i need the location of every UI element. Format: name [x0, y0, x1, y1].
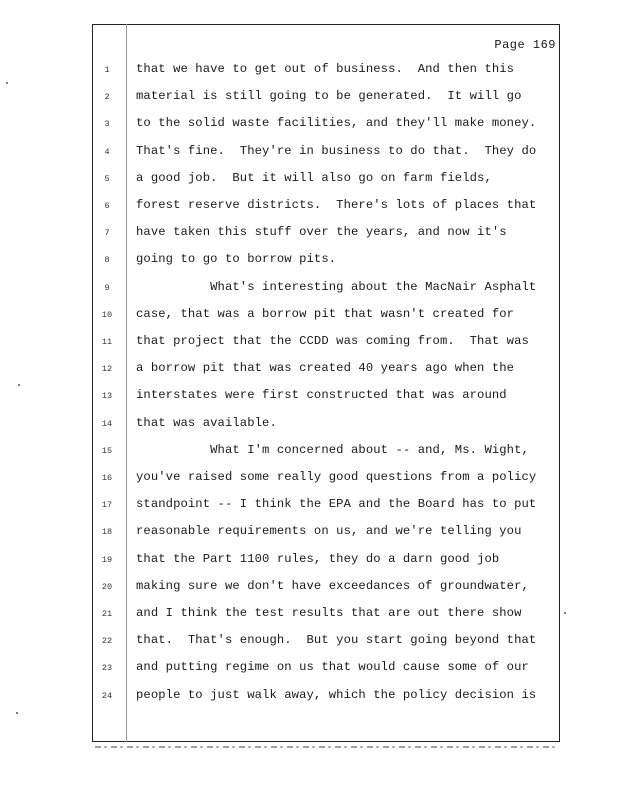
line-number: 17	[101, 500, 113, 511]
transcript-line: What I'm concerned about -- and, Ms. Wight,	[136, 442, 529, 457]
transcript-line: that. That's enough. But you start going beyond that	[136, 633, 537, 648]
line-number: 22	[101, 636, 113, 647]
transcript-line: that we have to get out of business. And then this	[136, 62, 515, 76]
line-number: 8	[104, 255, 110, 266]
page-number: Page 169	[494, 38, 556, 52]
line-number: 12	[101, 364, 113, 375]
transcript-line: and I think the test results that are out there show	[136, 606, 522, 620]
line-number: 2	[104, 92, 110, 103]
transcript-line: case, that was a borrow pit that wasn't created for	[136, 306, 515, 321]
line-number: 21	[101, 609, 113, 619]
scan-artifact-bottom	[95, 746, 558, 748]
line-number: 18	[101, 527, 113, 538]
scan-speck	[6, 82, 8, 84]
line-number: 15	[101, 445, 113, 456]
transcript-line: that project that the CCDD was coming from. That was	[136, 334, 529, 348]
transcript-line: you've raised some really good questions from a policy	[136, 470, 537, 484]
line-number: 19	[101, 554, 113, 565]
transcript-line: that the Part 1100 rules, they do a darn good job	[136, 551, 500, 566]
line-number: 16	[101, 473, 113, 483]
line-number: 10	[101, 309, 113, 320]
margin-rule	[126, 24, 127, 742]
transcript-line: and putting regime on us that would cause some of our	[136, 660, 529, 675]
line-number: 6	[104, 201, 110, 211]
transcript-line: material is still going to be generated. It will go	[136, 89, 522, 104]
line-number: 4	[104, 146, 110, 157]
line-number: 1	[104, 65, 110, 75]
transcript-line: have taken this stuff over the years, and now it's	[136, 225, 507, 240]
line-number: 5	[104, 173, 110, 184]
transcript-line: interstates were first constructed that was around	[136, 388, 507, 403]
transcript-line: making sure we don't have exceedances of groundwater,	[136, 578, 529, 593]
transcript-line: to the solid waste facilities, and they'll make money.	[136, 116, 537, 131]
transcript-line: a good job. But it will also go on farm fields,	[136, 170, 492, 185]
transcript-line: forest reserve districts. There's lots of places that	[136, 198, 537, 212]
transcript-line: reasonable requirements on us, and we're telling you	[136, 524, 522, 539]
line-number: 14	[101, 418, 113, 429]
transcript-line: That's fine. They're in business to do that. They do	[136, 143, 537, 158]
transcript-line: that was available.	[136, 415, 277, 430]
line-number: 7	[104, 228, 110, 239]
line-number: 20	[101, 581, 113, 592]
transcript-line: a borrow pit that was created 40 years ago when the	[136, 361, 515, 376]
line-number: 11	[101, 337, 113, 347]
transcript-line: people to just walk away, which the policy decision is	[136, 687, 537, 702]
line-number: 13	[101, 391, 113, 402]
scan-speck	[16, 712, 18, 714]
scan-speck	[564, 612, 566, 614]
line-number: 3	[104, 119, 110, 130]
line-number: 23	[101, 663, 113, 674]
scan-speck	[18, 384, 20, 386]
transcript-line: What's interesting about the MacNair Asphalt	[136, 279, 537, 294]
transcript-line: going to go to borrow pits.	[136, 252, 337, 267]
line-number: 9	[104, 282, 110, 293]
transcript-line: standpoint -- I think the EPA and the Board has to put	[136, 497, 537, 512]
line-number: 24	[101, 690, 113, 701]
